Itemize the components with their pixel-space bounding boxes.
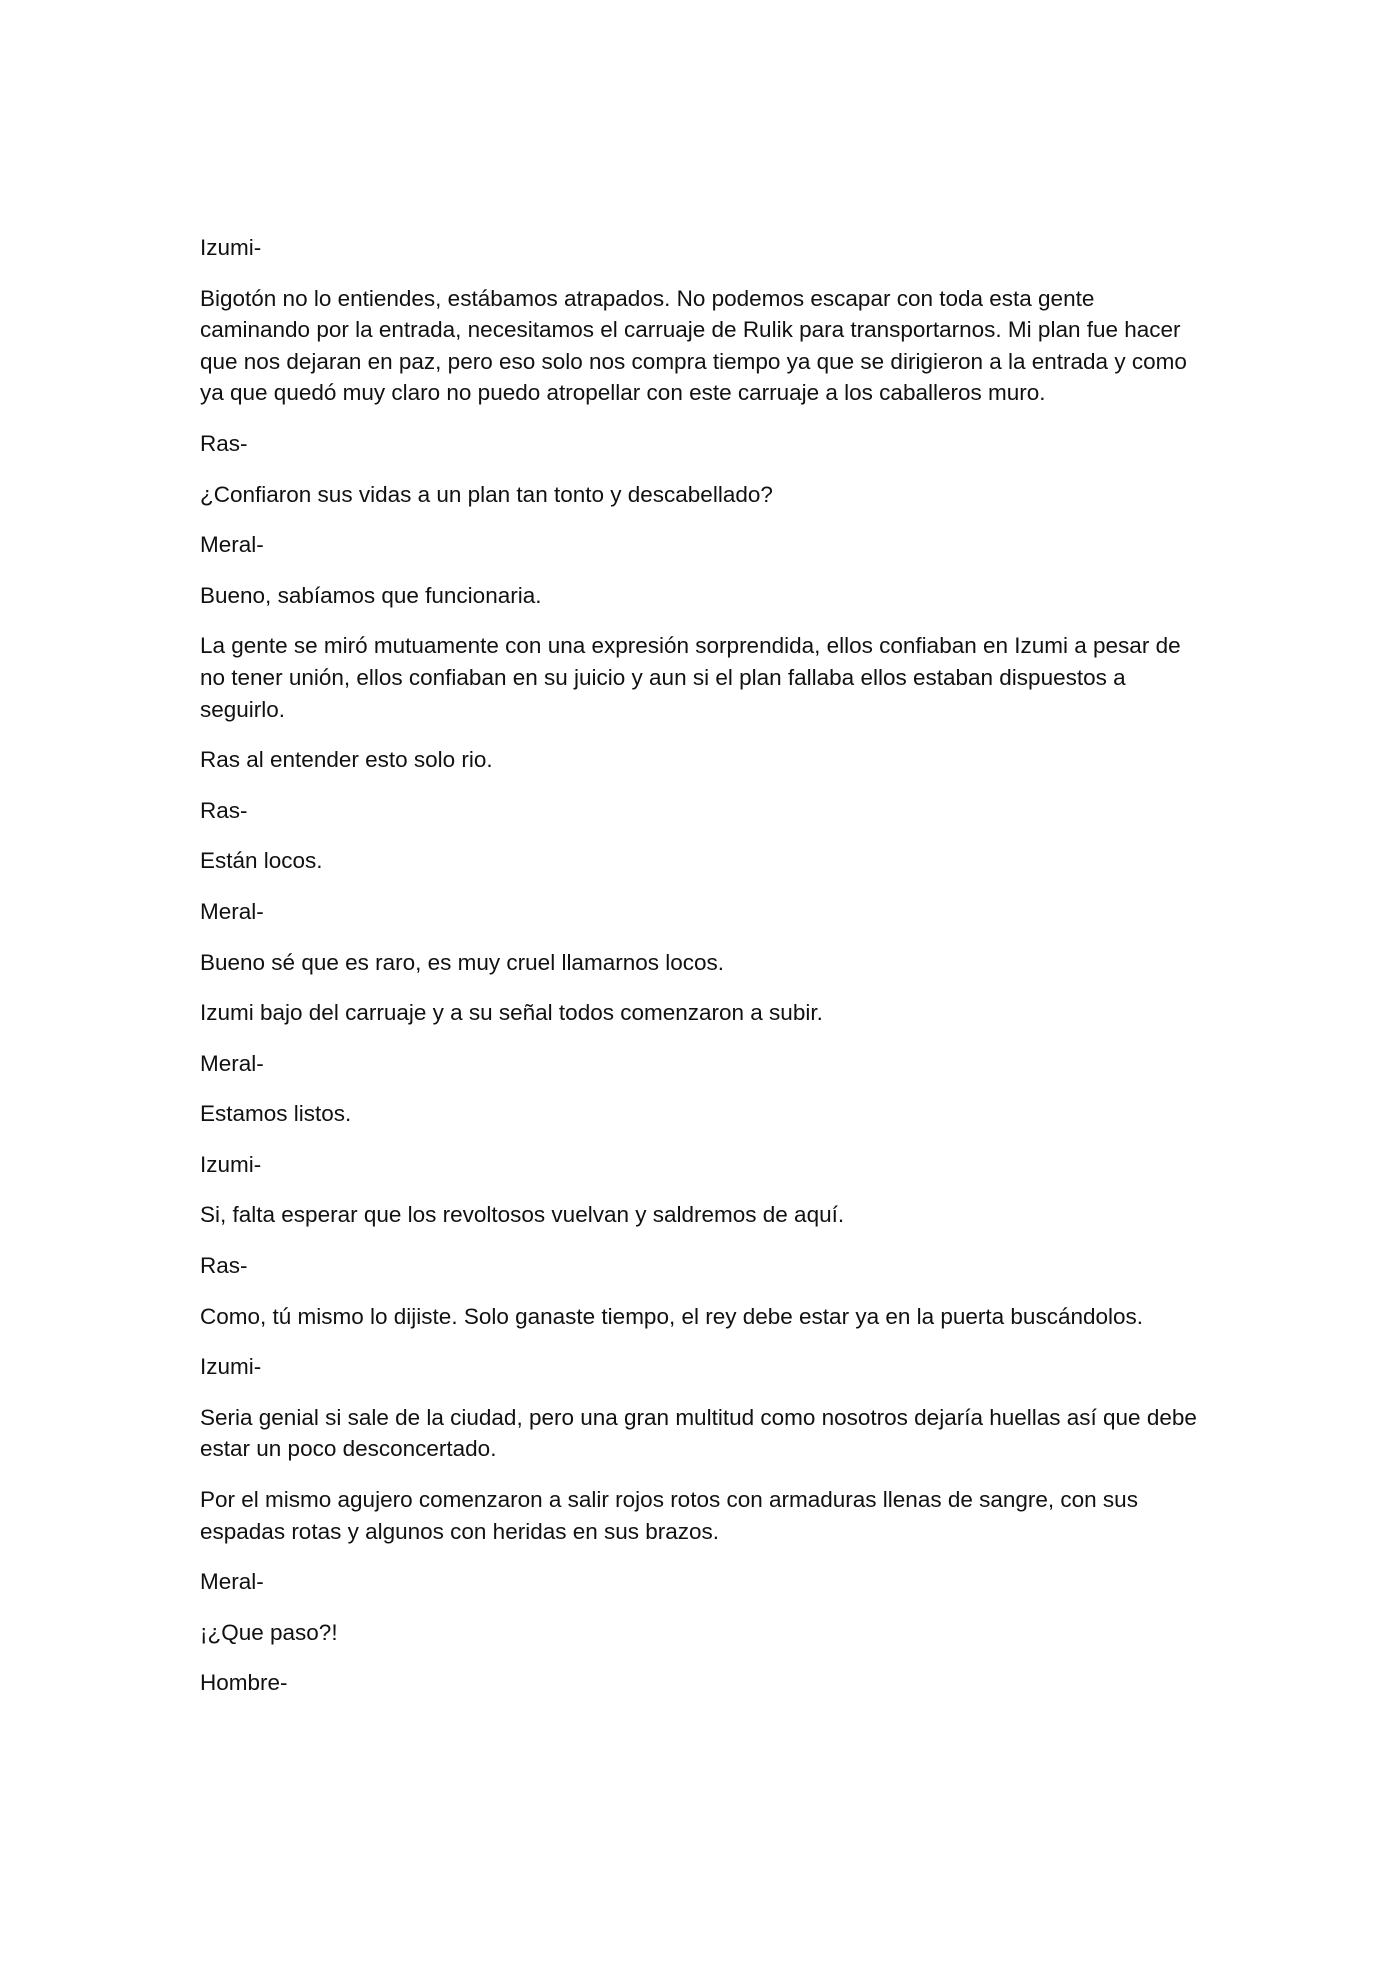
speaker-label: Izumi-	[200, 235, 262, 260]
dialogue-line: Bueno sé que es raro, es muy cruel llamarnos locos.	[200, 949, 725, 975]
dialogue-line: Como, tú mismo lo dijiste. Solo ganaste tiempo, el rey debe estar ya en la puerta buscándolos.	[200, 1303, 1144, 1329]
narration-paragraph: Ras al entender esto solo rio.	[200, 747, 493, 773]
dialogue-line: Bueno, sabíamos que funcionaria.	[200, 582, 542, 608]
speaker-label: Ras-	[200, 1253, 248, 1279]
speaker-label: Meral-	[200, 1569, 264, 1595]
speaker-label: Izumi-	[200, 1151, 262, 1177]
dialogue-line: Si, falta esperar que los revoltosos vuelvan y saldremos de aquí.	[200, 1202, 845, 1228]
speaker-label: Hombre-	[200, 1670, 288, 1696]
narration-paragraph: La gente se miró mutuamente con una expresión sorprendida, ellos confiaban en Izumi a pesar de no tener unión, ellos confiaban en su juicio y aun si el plan fallaba ellos estaban dispuestos a seguirlo.	[200, 633, 1181, 722]
dialogue-line: ¿Confiaron sus vidas a un plan tan tonto y descabellado?	[200, 481, 773, 507]
dialogue-line: ¡¿Que paso?!	[200, 1619, 338, 1645]
narration-paragraph: Por el mismo agujero comenzaron a salir rojos rotos con armaduras llenas de sangre, con sus espadas rotas y algunos con heridas en sus brazos.	[200, 1487, 1138, 1544]
speaker-label: Izumi-	[200, 1354, 262, 1380]
document-body	[200, 232, 1200, 1718]
narration-paragraph: Izumi bajo del carruaje y a su señal todos comenzaron a subir.	[200, 1000, 823, 1026]
speaker-label: Meral-	[200, 532, 264, 558]
speaker-label: Meral-	[200, 1050, 264, 1076]
speaker-label: Ras-	[200, 430, 248, 456]
dialogue-line: Seria genial si sale de la ciudad, pero una gran multitud como nosotros dejaría huellas así que debe estar un poco desconcertado.	[200, 1404, 1197, 1462]
dialogue-line: Están locos.	[200, 848, 323, 874]
speaker-label: Meral-	[200, 898, 264, 924]
speaker-label: Ras-	[200, 797, 248, 823]
dialogue-line: Bigotón no lo entiendes, estábamos atrapados. No podemos escapar con toda esta gente caminando por la entrada, necesitamos el carruaje de Rulik para transportarnos. Mi plan fue hacer que nos dejaran en paz, pero eso solo nos compra tiempo ya que se dirigieron a la entrada y como ya que quedó muy claro no puedo atropellar con este carruaje a los caballeros muro.	[200, 285, 1187, 406]
dialogue-line: Estamos listos.	[200, 1101, 352, 1127]
